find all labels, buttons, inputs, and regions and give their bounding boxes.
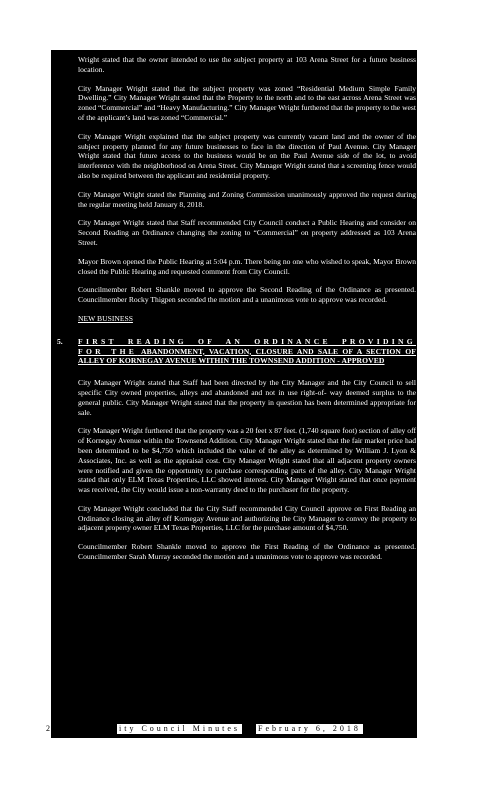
paragraph-motion-second-reading: Councilmember Robert Shankle moved to approve the Second Reading of the Ordinance as presented. Councilmember Rocky Thigpen seconded the motion and a unanimous vote to approve was recorded. (78, 285, 416, 305)
agenda-item-number: 5. (57, 336, 63, 346)
paragraph-vacant-land: City Manager Wright explained that the subject property was currently vacant land and the owner of the subject property planned for any future businesses to face in the direction of Paul Avenue. City Manager Wright stated that future access to the business would be on the Paul Avenue side of the lot, to avoid interference with the neighborhood on Arena Street. City Manager Wright stated that a screening fence would also be required between the applicant and residential property. (78, 131, 416, 180)
paragraph-public-hearing: Mayor Brown opened the Public Hearing at 5:04 p.m. There being no one who wished to speak, Mayor Brown closed the Public Hearing and requested comment from City Council. (78, 256, 416, 276)
page-number: 2 (46, 724, 50, 733)
minutes-body (57, 55, 416, 571)
paragraph-surplus-sale: City Manager Wright stated that Staff had been directed by the City Manager and the City Council to sell specific City owned properties, alleys and abandoned and not in use right-of- way deemed surplus to the general public. City Manager Wright stated that the property in question has been determined appropriate for sale. (78, 378, 416, 417)
agenda-item-title (78, 337, 416, 366)
agenda-item-5 (57, 336, 416, 366)
paragraph-zoning: City Manager Wright stated that the subject property was zoned “Residential Medium Simple Family Dwelling.” City Manager Wright stated that the Property to the north and to the east across Arena Street was zoned “Commercial” and “Heavy Manufacturing.” City Manager Wright furthered that the property to the west of the applicant’s land was zoned “Commercial.” (78, 83, 416, 122)
footer-doc-date: February 6, 2018 (258, 724, 361, 733)
paragraph-owner-intent: Wright stated that the owner intended to use the subject property at 103 Arena Street for a future business location. (78, 55, 416, 74)
document-page (51, 50, 417, 738)
agenda-item-title-line1: FIRST READING OF AN ORDINANCE PROVIDING FOR THE (78, 336, 416, 356)
paragraph-motion-first-reading: Councilmember Robert Shankle moved to approve the First Reading of the Ordinance as presented. Councilmember Sarah Murray seconded the motion and a unanimous vote to approve was recorded. (78, 542, 416, 562)
paragraph-staff-recommend: City Manager Wright stated that Staff recommended City Council conduct a Public Hearing and consider on Second Reading an Ordinance changing the zoning to “Commercial” on property addressed as 103 Arena Street. (78, 218, 416, 247)
paragraph-staff-recommend-alley: City Manager Wright concluded that the City Staff recommended City Council approve on First Reading an Ordinance closing an alley off Kornegay Avenue and authorizing the City Manager to convey the property to adjacent property owner ELM Texas Properties, LLC for the purchase amount of $4,750. (78, 503, 416, 533)
page-footer (46, 722, 417, 738)
section-heading-new-business: NEW BUSINESS (78, 313, 133, 323)
footer-doc-name: ity Council Minutes (119, 724, 240, 733)
agenda-item-title-rest: ABANDONMENT, VACATION, CLOSURE AND SALE OF A SECTION OF ALLEY OF KORNEGAY AVENUE WITHIN THE TOWNSEND ADDITION - APPROVED (78, 346, 416, 366)
paragraph-alley-details: City Manager Wright furthered that the property was a 20 feet x 87 feet. (1,740 square foot) section of alley off of Kornegay Avenue within the Townsend Addition. City Manager Wright stated that the fair market price had been determined to be $4,750 which included the value of the alley as determined by William J. Lyon & Associates, Inc. as well as the appraisal cost. City Manager Wright stated that all adjacent property owners were notified and given the opportunity to purchase corresponding parts of the alley. City Manager Wright stated that only ELM Texas Properties, LLC showed interest. City Manager Wright stated that once payment was received, the City would issue a non-warranty deed to the purchaser for the property. (78, 426, 416, 495)
paragraph-pz-approval: City Manager Wright stated the Planning and Zoning Commission unanimously approved the request during the regular meeting held January 8, 2018. (78, 189, 416, 209)
